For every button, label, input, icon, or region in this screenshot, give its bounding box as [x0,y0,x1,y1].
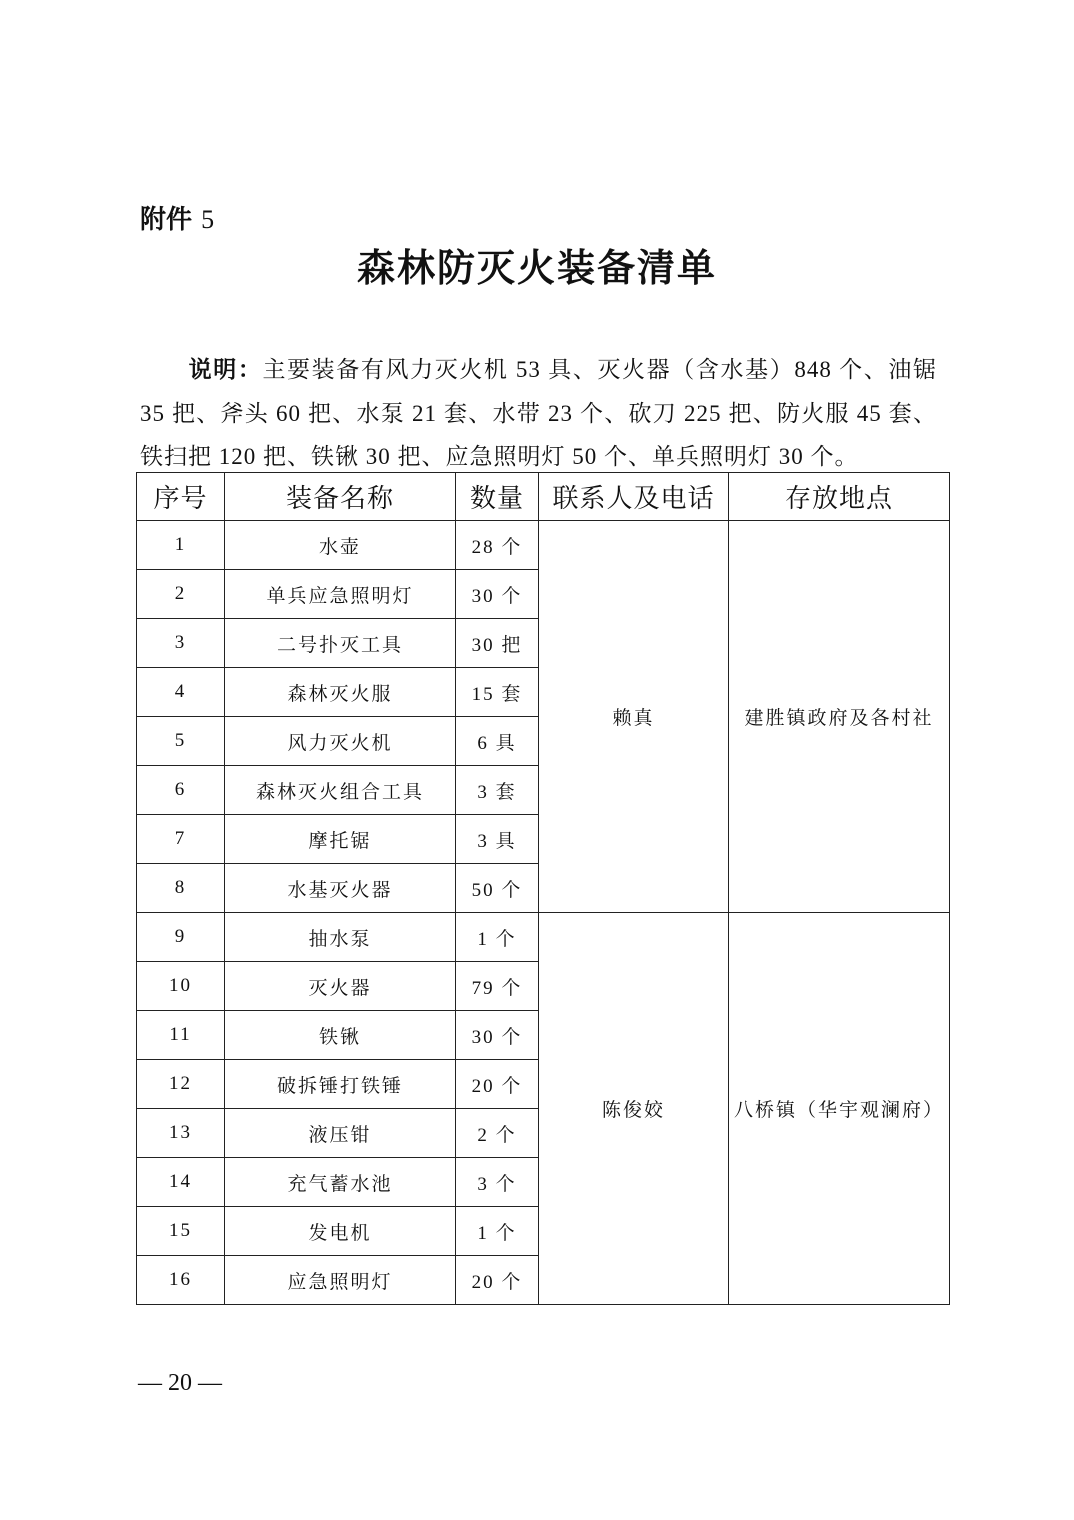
cell-index: 5 [137,717,225,766]
cell-index: 13 [137,1109,225,1158]
cell-quantity: 6 具 [456,717,539,766]
cell-index: 7 [137,815,225,864]
table-body [137,521,950,1305]
cell-location: 八桥镇（华宇观澜府） [729,913,950,1305]
cell-equipment-name: 单兵应急照明灯 [225,570,456,619]
cell-quantity: 20 个 [456,1256,539,1305]
note-paragraph [140,348,937,478]
cell-index: 4 [137,668,225,717]
equipment-table [136,472,950,1305]
header-equipment-name: 装备名称 [225,473,456,521]
cell-index: 9 [137,913,225,962]
header-location: 存放地点 [729,473,950,521]
cell-quantity: 15 套 [456,668,539,717]
cell-index: 11 [137,1011,225,1060]
cell-quantity: 50 个 [456,864,539,913]
cell-quantity: 30 把 [456,619,539,668]
cell-quantity: 79 个 [456,962,539,1011]
cell-index: 16 [137,1256,225,1305]
cell-quantity: 3 套 [456,766,539,815]
cell-equipment-name: 抽水泵 [225,913,456,962]
cell-index: 10 [137,962,225,1011]
cell-quantity: 30 个 [456,1011,539,1060]
cell-equipment-name: 破拆锤打铁锤 [225,1060,456,1109]
cell-quantity: 28 个 [456,521,539,570]
page-number: — 20 — [138,1370,222,1396]
cell-index: 3 [137,619,225,668]
cell-equipment-name: 应急照明灯 [225,1256,456,1305]
table-header-row [137,473,950,521]
cell-quantity: 3 具 [456,815,539,864]
cell-contact: 陈俊姣 [539,913,729,1305]
cell-equipment-name: 灭火器 [225,962,456,1011]
note-text: 主要装备有风力灭火机 53 具、灭火器（含水基）848 个、油锯 35 把、斧头 60 把、水泵 21 套、水带 23 个、砍刀 225 把、防火服 45 套、铁扫把 120 把、铁锹 30 把、应急照明灯 50 个、单兵照明灯 30 个。 [140,357,938,469]
cell-contact: 赖真 [539,521,729,913]
cell-equipment-name: 充气蓄水池 [225,1158,456,1207]
cell-index: 8 [137,864,225,913]
cell-index: 15 [137,1207,225,1256]
cell-equipment-name: 水壶 [225,521,456,570]
cell-index: 14 [137,1158,225,1207]
cell-quantity: 2 个 [456,1109,539,1158]
cell-equipment-name: 风力灭火机 [225,717,456,766]
note-label: 说明： [188,357,263,383]
table-row [137,521,950,570]
header-quantity: 数量 [456,473,539,521]
cell-index: 1 [137,521,225,570]
cell-equipment-name: 发电机 [225,1207,456,1256]
cell-quantity: 1 个 [456,913,539,962]
document-title: 森林防灭火装备清单 [356,245,717,290]
header-contact: 联系人及电话 [539,473,729,521]
cell-equipment-name: 铁锹 [225,1011,456,1060]
attachment-prefix: 附件 [140,205,193,235]
cell-equipment-name: 液压钳 [225,1109,456,1158]
cell-quantity: 3 个 [456,1158,539,1207]
cell-equipment-name: 森林灭火组合工具 [225,766,456,815]
cell-equipment-name: 水基灭火器 [225,864,456,913]
cell-equipment-name: 森林灭火服 [225,668,456,717]
cell-quantity: 20 个 [456,1060,539,1109]
cell-index: 2 [137,570,225,619]
attachment-label [140,200,214,240]
table-row [137,913,950,962]
attachment-number: 5 [201,205,215,234]
cell-quantity: 1 个 [456,1207,539,1256]
cell-location: 建胜镇政府及各村社 [729,521,950,913]
cell-equipment-name: 二号扑灭工具 [225,619,456,668]
cell-index: 6 [137,766,225,815]
cell-quantity: 30 个 [456,570,539,619]
header-index: 序号 [137,473,225,521]
cell-equipment-name: 摩托锯 [225,815,456,864]
cell-index: 12 [137,1060,225,1109]
